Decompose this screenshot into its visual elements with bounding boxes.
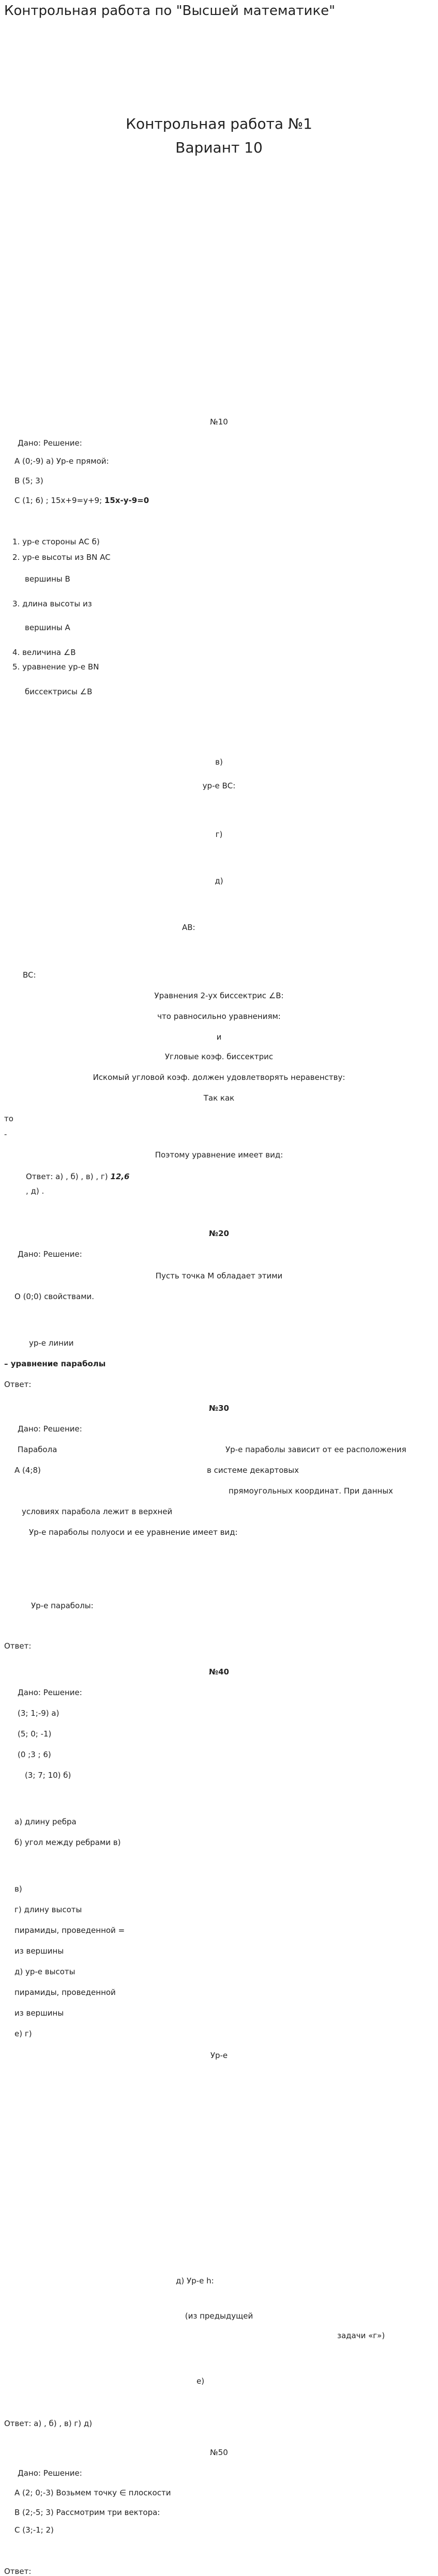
- task-10-therefore: Поэтому уравнение имеет вид:: [155, 1150, 283, 1160]
- task-10-ab: AB:: [182, 923, 195, 932]
- task-10-item-5b: биссектрисы ∠B: [25, 687, 93, 696]
- task-40-g-3: из вершины: [14, 1946, 64, 1956]
- task-40-a: а) длину ребра: [14, 1817, 77, 1826]
- task-10-bisectors: Уравнения 2-ух биссектрис ∠B:: [154, 991, 284, 1000]
- task-30-given: Дано: Решение:: [18, 1424, 82, 1434]
- task-20-line-label: ур-е линии: [29, 1338, 74, 1348]
- task-50-number: №50: [210, 2448, 228, 2457]
- task-40-d-1: д) ур-е высоты: [14, 1967, 75, 1976]
- task-40-number: №40: [209, 1667, 229, 1676]
- task-40-point-4: (3; 7; 10) б): [25, 1771, 71, 1780]
- task-10-item-4: 4. величина ∠B: [12, 648, 76, 657]
- task-10-v: в): [215, 757, 223, 767]
- task-10-point-a: A (0;-9) а) Ур-е прямой:: [14, 456, 109, 466]
- task-10-item-1: 1. ур-е стороны АС б): [12, 537, 100, 546]
- task-30-equation: Ур-е параболы:: [31, 1601, 94, 1610]
- task-40-d-2: пирамиды, проведенной: [14, 1988, 116, 1997]
- task-10-dash: -: [4, 1130, 7, 1139]
- task-10-given: Дано: Решение:: [18, 438, 82, 448]
- task-30-number: №30: [209, 1404, 229, 1413]
- task-10-line-equation: 15х-у-9=0: [104, 496, 149, 505]
- task-30-text-4: условиях парабола лежит в верхней: [22, 1507, 173, 1516]
- page-title: Контрольная работа по "Высшей математике": [4, 3, 336, 19]
- task-40-point-2: (5; 0; -1): [18, 1729, 52, 1739]
- task-10-answer-value: 12,6: [110, 1172, 130, 1181]
- task-10-point-c: [14, 496, 149, 505]
- task-30-parabola: Парабола: [18, 1445, 57, 1454]
- task-10-equivalent: что равносильно уравнениям:: [157, 1012, 281, 1021]
- task-40-v: в): [14, 1884, 22, 1894]
- task-50-point-a: A (2; 0;-3) Возьмем точку ∈ плоскости: [14, 2488, 171, 2497]
- task-10-item-2: 2. ур-е высоты из BN AC: [12, 553, 111, 562]
- task-40-given: Дано: Решение:: [18, 1688, 82, 1697]
- task-20-answer: Ответ:: [4, 1380, 32, 1389]
- task-10-since: Так как: [203, 1093, 235, 1103]
- task-30-point-a: A (4;8): [14, 1466, 41, 1475]
- task-30-text-1: Ур-е параболы зависит от ее расположения: [225, 1445, 406, 1454]
- task-30-text-3: прямоугольных координат. При данных: [229, 1486, 394, 1496]
- task-10-item-3b: вершины А: [25, 623, 70, 632]
- task-10-number: №10: [210, 417, 228, 426]
- task-50-given: Дано: Решение:: [18, 2468, 82, 2478]
- task-10-bc: BC:: [23, 970, 36, 980]
- task-40-point-1: (3; 1;-9) а): [18, 1709, 59, 1718]
- task-10-d: д): [215, 876, 223, 886]
- work-title: Контрольная работа №1: [126, 115, 312, 132]
- task-10-g: г): [215, 830, 223, 839]
- task-10-eq-bc: ур-е ВС:: [202, 781, 236, 790]
- task-10-point-b: B (5; 3): [14, 476, 43, 485]
- task-20-line-1: Пусть точка М обладает этими: [155, 1271, 283, 1281]
- task-10-slopes: Угловые коэф. биссектрис: [164, 1052, 274, 1061]
- task-30-text-2: в системе декартовых: [207, 1466, 299, 1475]
- task-10-item-3: 3. длина высоты из: [12, 599, 92, 608]
- task-10-item-2b: вершины В: [25, 574, 70, 584]
- task-40-e: е) г): [14, 2029, 32, 2038]
- task-20-given: Дано: Решение:: [18, 1249, 82, 1259]
- task-40-b: б) угол между ребрами в): [14, 1838, 121, 1847]
- task-40-task-g: задачи «г»): [337, 2331, 385, 2340]
- task-30-text-5: Ур-е параболы полуоси и ее уравнение имеет вид:: [29, 1528, 238, 1537]
- task-40-dh: д) Ур-е h:: [176, 2276, 214, 2285]
- task-40-answer: Ответ: а) , б) , в) г) д): [4, 2419, 93, 2428]
- task-40-d-3: из вершины: [14, 2008, 64, 2018]
- task-10-inequality: Искомый угловой коэф. должен удовлетворять неравенству:: [93, 1073, 345, 1082]
- task-10-then: то: [4, 1114, 13, 1123]
- task-20-parabola: – уравнение параболы: [4, 1359, 106, 1368]
- task-40-g-2: пирамиды, проведенной =: [14, 1926, 125, 1935]
- task-10-item-5: 5. уравнение ур-е BN: [12, 662, 99, 672]
- task-10-answer: [26, 1172, 129, 1181]
- task-40-g-1: г) длину высоты: [14, 1905, 82, 1914]
- task-10-answer-prefix: Ответ: а) , б) , в) , г): [26, 1172, 108, 1181]
- task-40-e-2: е): [197, 2376, 205, 2386]
- task-20-point-o: O (0;0) свойствами.: [14, 1292, 95, 1301]
- variant-title: Вариант 10: [175, 139, 263, 156]
- task-10-point-c-prefix: C (1; 6) ; 15х+9=у+9;: [14, 496, 102, 505]
- task-40-ur: Ур-е: [210, 2051, 228, 2060]
- task-10-and: и: [216, 1032, 222, 1042]
- task-10-answer-suffix: , д) .: [26, 1186, 44, 1196]
- task-40-prev: (из предыдущей: [185, 2311, 253, 2321]
- task-50-point-b: B (2;-5; 3) Рассмотрим три вектора:: [14, 2508, 160, 2517]
- task-30-answer: Ответ:: [4, 1641, 32, 1651]
- task-20-number: №20: [209, 1229, 229, 1238]
- task-50-point-c: C (3;-1; 2): [14, 2525, 54, 2535]
- task-40-point-3: (0 ;3 ; 6): [18, 1750, 51, 1759]
- task-50-answer: Ответ:: [4, 2567, 32, 2576]
